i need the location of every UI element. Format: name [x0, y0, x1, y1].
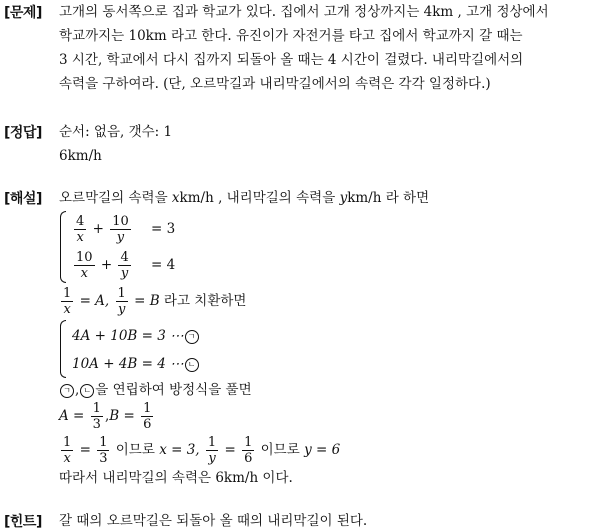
result-line: A = $\frac{1}{3}$ ,B = $\frac{1}{6}$ [59, 401, 152, 432]
answer-tag: [정답] [4, 125, 42, 141]
circle-ref-2: ㄴ [80, 384, 94, 398]
problem-line-4: 속력을 구하여라. (단, 오르막길과 내리막길에서의 속력은 각각 일정하다.) [59, 76, 491, 92]
system-brace-2 [60, 320, 66, 378]
var-y: y [339, 190, 348, 206]
answer-value: 6km/h [59, 148, 102, 164]
hint-text: 갈 때의 오르막길은 되돌아 올 때의 내리막길이 된다. [59, 513, 368, 529]
system-brace-1 [60, 211, 66, 283]
hint-tag: [힌트] [4, 514, 42, 530]
fraction: $\frac{1}{y}$ [117, 286, 126, 317]
fraction: $\frac{4}{y}$ [120, 250, 129, 281]
intro-text-a: 오르막길의 속력을 [59, 190, 172, 206]
fraction: $\frac{10}{x}$ [76, 250, 93, 281]
fraction: $\frac{1}{6}$ [244, 435, 253, 466]
problem-line-3: 3 시간, 학교에서 다시 집까지 되돌아 올 때는 4 시간이 걸렸다. 내리막길에서의 [59, 52, 524, 68]
substitution-line: $\frac{1}{x}$ = A, $\frac{1}{y}$ = B 라고 치환하면 [63, 286, 247, 317]
solve-line: ㄱ , ㄴ 을 연립하여 방정식을 풀면 [59, 380, 252, 400]
problem-tag: [문제] [4, 5, 42, 21]
intro-text-c: km/h 라 하면 [347, 190, 430, 206]
circle-ref-1: ㄱ [60, 384, 74, 398]
fraction: $\frac{1}{x}$ [63, 435, 72, 466]
equation-2: $\frac{10}{x}$ + $\frac{4}{y}$ = 4 [76, 250, 176, 281]
problem-line-1: 고개의 동서쪽으로 집과 학교가 있다. 집에서 고개 정상까지는 4km , 고개 정상에서 [59, 4, 549, 20]
equation-1: $\frac{4}{x}$ + $\frac{10}{y}$ = 3 [76, 214, 176, 245]
system-eq-1: 4A + 10B = 3 ⋯ ㄱ [72, 326, 200, 346]
fraction: $\frac{1}{x}$ [63, 286, 72, 317]
fraction: $\frac{10}{y}$ [112, 214, 129, 245]
reciprocal-line: $\frac{1}{x}$ = $\frac{1}{3}$ 이므로 x = 3, $\frac{1}{y}$ = $\frac{1}{6}$ 이므로 y = 6 [63, 435, 341, 466]
conclusion-line: 따라서 내리막길의 속력은 6km/h 이다. [59, 470, 293, 486]
fraction: $\frac{1}{6}$ [143, 401, 152, 432]
solution-intro [59, 188, 429, 208]
fraction: $\frac{1}{3}$ [99, 435, 108, 466]
answer-meta: 순서: 없음, 갯수: 1 [59, 124, 173, 140]
system-eq-2: 10A + 4B = 4 ⋯ ㄴ [72, 354, 200, 374]
fraction: $\frac{4}{x}$ [76, 214, 85, 245]
circle-label-2: ㄴ [185, 358, 199, 372]
fraction: $\frac{1}{y}$ [207, 435, 217, 466]
solution-tag: [해설] [4, 191, 42, 207]
problem-line-2: 학교까지는 10km 라고 한다. 유진이가 자전거를 타고 집에서 학교까지 갈 때는 [59, 28, 523, 44]
var-x: x [171, 190, 180, 206]
fraction: $\frac{1}{3}$ [92, 401, 101, 432]
circle-label-1: ㄱ [185, 330, 199, 344]
intro-text-b: km/h , 내리막길의 속력을 [179, 190, 340, 206]
